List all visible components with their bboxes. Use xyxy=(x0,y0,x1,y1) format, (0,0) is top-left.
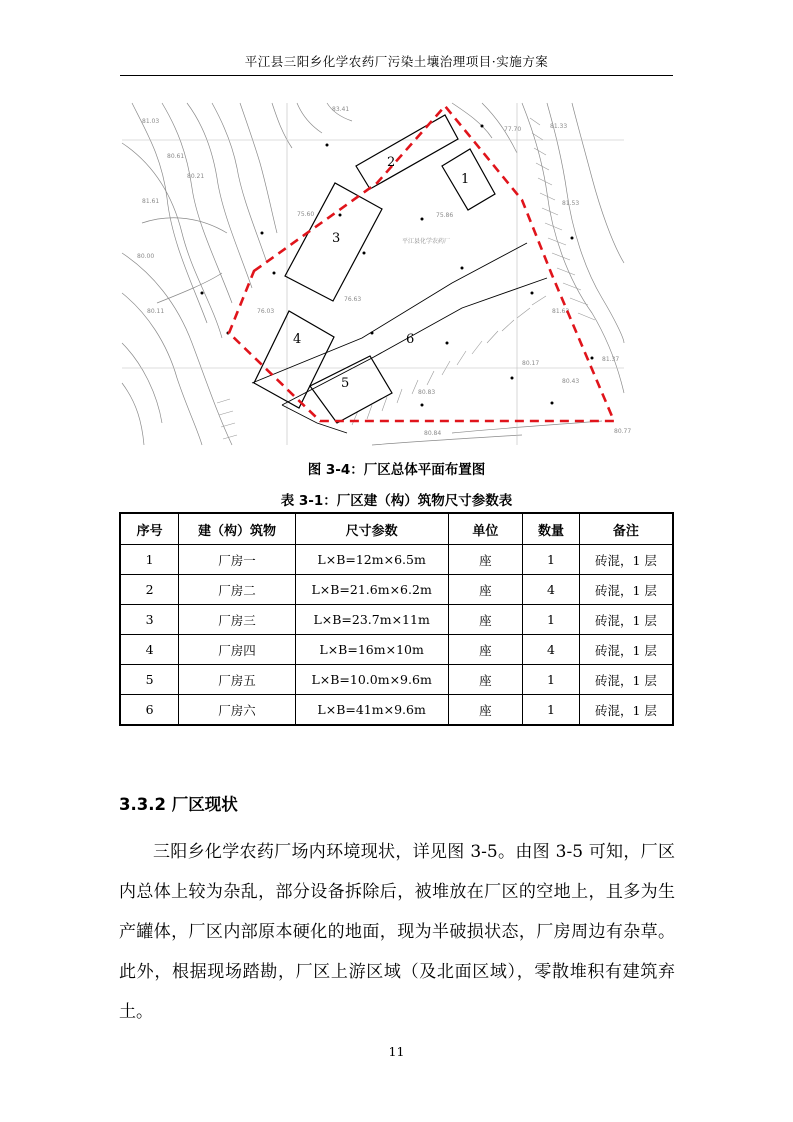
table-cell: 砖混，1 层 xyxy=(579,635,673,665)
table-cell: 砖混，1 层 xyxy=(579,665,673,695)
body-paragraph: 三阳乡化学农药厂场内环境现状，详见图 3-5。由图 3-5 可知，厂区内总体上较为杂乱，部分设备拆除后，被堆放在厂区的空地上，且多为生产罐体，厂区内部原本硬化的地面，现为半破损状态，厂房周边有杂草。此外，根据现场踏勘，厂区上游区域（及北面区域），零散堆积有建筑弃土。 xyxy=(119,842,675,1022)
table-cell: 2 xyxy=(120,575,179,605)
svg-text:81.33: 81.33 xyxy=(550,123,568,130)
elevation-annotations xyxy=(137,106,631,437)
svg-text:75.60: 75.60 xyxy=(297,211,315,218)
table-cell: 厂房三 xyxy=(179,605,296,635)
svg-text:80.84: 80.84 xyxy=(424,430,442,437)
building-parameters-table xyxy=(119,512,674,726)
building-label-2: 2 xyxy=(387,155,396,170)
svg-text:80.21: 80.21 xyxy=(187,173,205,180)
table-cell: 砖混，1 层 xyxy=(579,575,673,605)
header-rule xyxy=(120,75,673,76)
svg-text:77.70: 77.70 xyxy=(504,126,522,133)
building-label-6: 6 xyxy=(406,332,415,347)
building-4-outline xyxy=(254,311,334,408)
table-row xyxy=(120,695,673,726)
table-row xyxy=(120,665,673,695)
svg-text:80.61: 80.61 xyxy=(167,153,185,160)
table-caption: 表 3-1：厂区建（构）筑物尺寸参数表 xyxy=(280,493,513,509)
table-cell: 1 xyxy=(523,605,580,635)
table-cell: 砖混，1 层 xyxy=(579,695,673,726)
table-cell: 砖混，1 层 xyxy=(579,605,673,635)
buildings xyxy=(254,115,495,423)
svg-text:81.53: 81.53 xyxy=(562,200,580,207)
table-cell: 座 xyxy=(448,605,523,635)
svg-text:80.83: 80.83 xyxy=(418,389,436,396)
building-label-1: 1 xyxy=(461,172,470,187)
svg-text:76.63: 76.63 xyxy=(344,296,362,303)
header-cell: 单位 xyxy=(448,513,523,545)
table-cell: 厂房二 xyxy=(179,575,296,605)
svg-text:80.00: 80.00 xyxy=(137,253,155,260)
header-cell: 备注 xyxy=(579,513,673,545)
table-cell: 3 xyxy=(120,605,179,635)
building-label-5: 5 xyxy=(341,376,350,391)
svg-text:平江县化学农药厂: 平江县化学农药厂 xyxy=(402,238,451,245)
table-cell: L×B=10.0m×9.6m xyxy=(295,665,448,695)
table-cell: 厂房四 xyxy=(179,635,296,665)
header-cell: 数量 xyxy=(523,513,580,545)
running-header: 平江县三阳乡化学农药厂污染土壤治理项目·实施方案 xyxy=(244,54,549,69)
table-cell: 厂房一 xyxy=(179,545,296,575)
table-cell: 座 xyxy=(448,695,523,726)
site-plan-figure xyxy=(122,103,632,445)
table-cell: 座 xyxy=(448,545,523,575)
building-label-4: 4 xyxy=(293,332,302,347)
table-cell: 4 xyxy=(120,635,179,665)
table-cell: 砖混，1 层 xyxy=(579,545,673,575)
table-cell: 4 xyxy=(523,575,580,605)
table-row xyxy=(120,575,673,605)
table-cell: L×B=12m×6.5m xyxy=(295,545,448,575)
table-cell: 座 xyxy=(448,575,523,605)
table-cell: 1 xyxy=(523,545,580,575)
table-cell: 5 xyxy=(120,665,179,695)
hatched-slopes xyxy=(217,118,595,439)
header-cell: 建（构）筑物 xyxy=(179,513,296,545)
svg-text:81.63: 81.63 xyxy=(552,308,570,315)
table-cell: 1 xyxy=(523,695,580,726)
section-heading: 3.3.2 厂区现状 xyxy=(119,795,238,814)
table-row xyxy=(120,605,673,635)
svg-text:80.17: 80.17 xyxy=(522,360,540,367)
svg-text:81.61: 81.61 xyxy=(142,198,160,205)
topographic-contours xyxy=(122,103,624,445)
svg-text:80.77: 80.77 xyxy=(614,428,632,435)
svg-text:81.03: 81.03 xyxy=(142,118,160,125)
svg-text:80.11: 80.11 xyxy=(147,308,165,315)
svg-text:75.86: 75.86 xyxy=(436,212,454,219)
page-number: 11 xyxy=(388,1044,405,1059)
grid-lines xyxy=(122,103,624,445)
table-cell: 1 xyxy=(120,545,179,575)
building-2-outline xyxy=(356,115,458,189)
header-cell: 尺寸参数 xyxy=(295,513,448,545)
table-cell: L×B=16m×10m xyxy=(295,635,448,665)
figure-caption: 图 3-4：厂区总体平面布置图 xyxy=(307,462,486,478)
table-cell: 厂房五 xyxy=(179,665,296,695)
header-cell: 序号 xyxy=(120,513,179,545)
table-cell: 6 xyxy=(120,695,179,726)
table-row xyxy=(120,635,673,665)
svg-text:83.41: 83.41 xyxy=(332,106,350,113)
table-cell: 4 xyxy=(523,635,580,665)
table-cell: 座 xyxy=(448,665,523,695)
table-cell: 座 xyxy=(448,635,523,665)
table-cell: L×B=23.7m×11m xyxy=(295,605,448,635)
table-cell: 厂房六 xyxy=(179,695,296,726)
building-5-outline xyxy=(310,356,392,423)
table-cell: L×B=21.6m×6.2m xyxy=(295,575,448,605)
table-cell: L×B=41m×9.6m xyxy=(295,695,448,726)
building-label-3: 3 xyxy=(332,231,341,246)
svg-text:76.03: 76.03 xyxy=(257,308,275,315)
table-row xyxy=(120,545,673,575)
table-header-row xyxy=(120,513,673,545)
svg-text:81.37: 81.37 xyxy=(602,356,620,363)
table-cell: 1 xyxy=(523,665,580,695)
svg-text:80.43: 80.43 xyxy=(562,378,580,385)
